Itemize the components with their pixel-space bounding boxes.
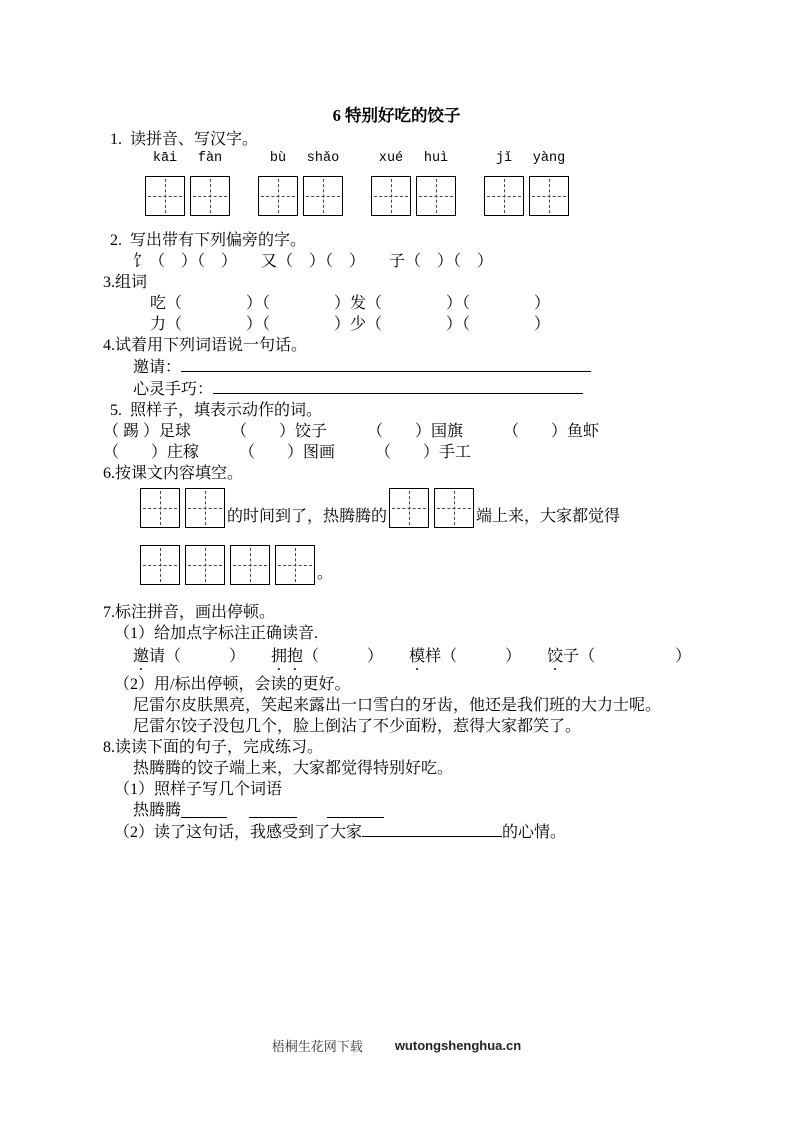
worksheet-title: 6 特别好吃的饺子 xyxy=(332,106,461,125)
writing-box xyxy=(190,176,230,216)
answer-blank-line xyxy=(362,821,502,837)
q7-word-jiaozi xyxy=(547,644,691,674)
answer-blank-line xyxy=(181,356,591,372)
pinyin-syllable: xué xyxy=(378,151,404,166)
writing-box-pair xyxy=(371,176,456,216)
q1-group-kaifan xyxy=(145,151,230,216)
writing-box-pair xyxy=(145,176,230,216)
pinyin-syllable: jǐ xyxy=(495,151,513,166)
q7-label: 7.标注拼音，画出停顿。 xyxy=(103,604,276,621)
dotted-char: 饺 xyxy=(547,648,564,665)
q8-intro-sentence: 热腾腾的饺子端上来，大家都觉得特别好吃。 xyxy=(133,760,454,777)
q1-group-jiyang xyxy=(484,151,569,216)
q8-sub2-prefix: （2）读了这句话，我感受到了大家 xyxy=(114,824,363,841)
writing-box xyxy=(529,176,569,216)
writing-box xyxy=(145,176,185,216)
q8-sub2-suffix: 的心情。 xyxy=(502,824,567,841)
writing-box-pair xyxy=(484,176,569,216)
writing-box xyxy=(434,488,474,528)
pinyin-syllable: kāi xyxy=(152,151,178,166)
q1-writing-grid xyxy=(145,151,700,216)
writing-box xyxy=(140,545,180,585)
pinyin-syllable: shǎo xyxy=(306,151,340,166)
q4-item-skillful xyxy=(133,378,700,400)
q3-label: 3.组词 xyxy=(103,274,148,291)
q7-sub2: （2）用/标出停顿，会读的更好。 xyxy=(114,676,351,693)
q1-group-bushao xyxy=(258,151,343,216)
q5-label: 5. 照样子，填表示动作的词。 xyxy=(110,402,323,419)
writing-box-pair xyxy=(389,488,474,528)
q6-fill-row-1 xyxy=(140,488,700,528)
q6-text-3: 。 xyxy=(317,565,334,582)
word-rest: （ ） xyxy=(303,648,384,665)
writing-box xyxy=(389,488,429,528)
writing-box xyxy=(185,545,225,585)
q8-sub1: （1）照样子写几个词语 xyxy=(114,781,283,798)
writing-box xyxy=(371,176,411,216)
writing-box-quad xyxy=(140,545,315,585)
q7-sentence-1: 尼雷尔皮肤黑亮，笑起来露出一口雪白的牙齿，他还是我们班的大力士呢。 xyxy=(133,697,662,714)
q1-label: 1. 读拼音、写汉字。 xyxy=(110,131,259,148)
q5-row2: （ ）庄稼 （ ）图画 （ ）手工 xyxy=(103,444,472,461)
dotted-char: 拥抱 xyxy=(271,648,304,665)
writing-box xyxy=(258,176,298,216)
q4-label: 4.试着用下列词语说一句话。 xyxy=(103,337,308,354)
q4-word: 心灵手巧： xyxy=(133,381,214,398)
pinyin-pair xyxy=(484,151,569,170)
dotted-char: 模 xyxy=(409,648,426,665)
q8-word-blanks xyxy=(133,800,700,821)
q4-item-invite xyxy=(133,356,700,378)
q7-word-yaoqing xyxy=(133,644,245,674)
answer-blank-line xyxy=(181,802,227,818)
pinyin-pair xyxy=(371,151,456,170)
dotted-char: 邀 xyxy=(133,648,150,665)
q5-row1: （ 踢 ）足球 （ ）饺子 （ ）国旗 （ ）鱼虾 xyxy=(103,423,600,440)
q7-sentence-2: 尼雷尔饺子没包几个，脸上倒沾了不少面粉，惹得大家都笑了。 xyxy=(133,718,582,735)
q3-row2: 力（ ）（ ）少（ ）（ ） xyxy=(150,316,551,333)
q2-label: 2. 写出带有下列偏旁的字。 xyxy=(110,232,307,249)
answer-blank-line xyxy=(249,802,297,818)
q8-example-word: 热腾腾 xyxy=(133,802,182,819)
word-rest: 请（ ） xyxy=(149,648,246,665)
q7-sub1: （1）给加点字标注正确读音. xyxy=(114,625,319,642)
writing-box xyxy=(484,176,524,216)
pinyin-syllable: huì xyxy=(423,151,449,166)
writing-box-pair xyxy=(140,488,225,528)
q7-word-yongbao xyxy=(271,644,383,674)
q6-text-2: 端上来，大家都觉得 xyxy=(476,508,621,525)
pinyin-syllable: bù xyxy=(269,151,287,166)
q3-row1: 吃（ ）（ ）发（ ）（ ） xyxy=(150,295,551,312)
q8-label: 8.读读下面的句子，完成练习。 xyxy=(103,739,324,756)
writing-box xyxy=(230,545,270,585)
q2-radicals-line: 饣（ ）（ ） 又（ ）（ ） 子（ ）（ ） xyxy=(133,253,494,270)
q8-sub2 xyxy=(114,821,700,843)
word-rest: 样（ ） xyxy=(425,648,522,665)
q6-text-1: 的时间到了，热腾腾的 xyxy=(227,508,388,525)
page-footer xyxy=(0,1036,793,1055)
word-rest: 子（ ） xyxy=(563,648,692,665)
writing-box xyxy=(303,176,343,216)
writing-box xyxy=(140,488,180,528)
q7-word-muyang xyxy=(409,644,521,674)
q6-fill-row-2 xyxy=(140,545,700,585)
footer-site-name: 梧桐生花网下载 xyxy=(271,1039,363,1054)
answer-blank-line xyxy=(327,802,384,818)
writing-box-pair xyxy=(258,176,343,216)
worksheet-content xyxy=(100,129,700,843)
footer-site-url: wutongshenghua.cn xyxy=(394,1038,522,1053)
q6-label: 6.按课文内容填空。 xyxy=(103,465,244,482)
pinyin-syllable: fàn xyxy=(197,151,223,166)
answer-blank-line xyxy=(213,378,583,394)
q7-dotted-words xyxy=(133,644,700,674)
writing-box xyxy=(416,176,456,216)
pinyin-syllable: yàng xyxy=(532,151,566,166)
pinyin-pair xyxy=(258,151,343,170)
q4-word: 邀请： xyxy=(133,359,182,376)
writing-box xyxy=(275,545,315,585)
q1-group-xuehui xyxy=(371,151,456,216)
writing-box xyxy=(185,488,225,528)
pinyin-pair xyxy=(145,151,230,170)
